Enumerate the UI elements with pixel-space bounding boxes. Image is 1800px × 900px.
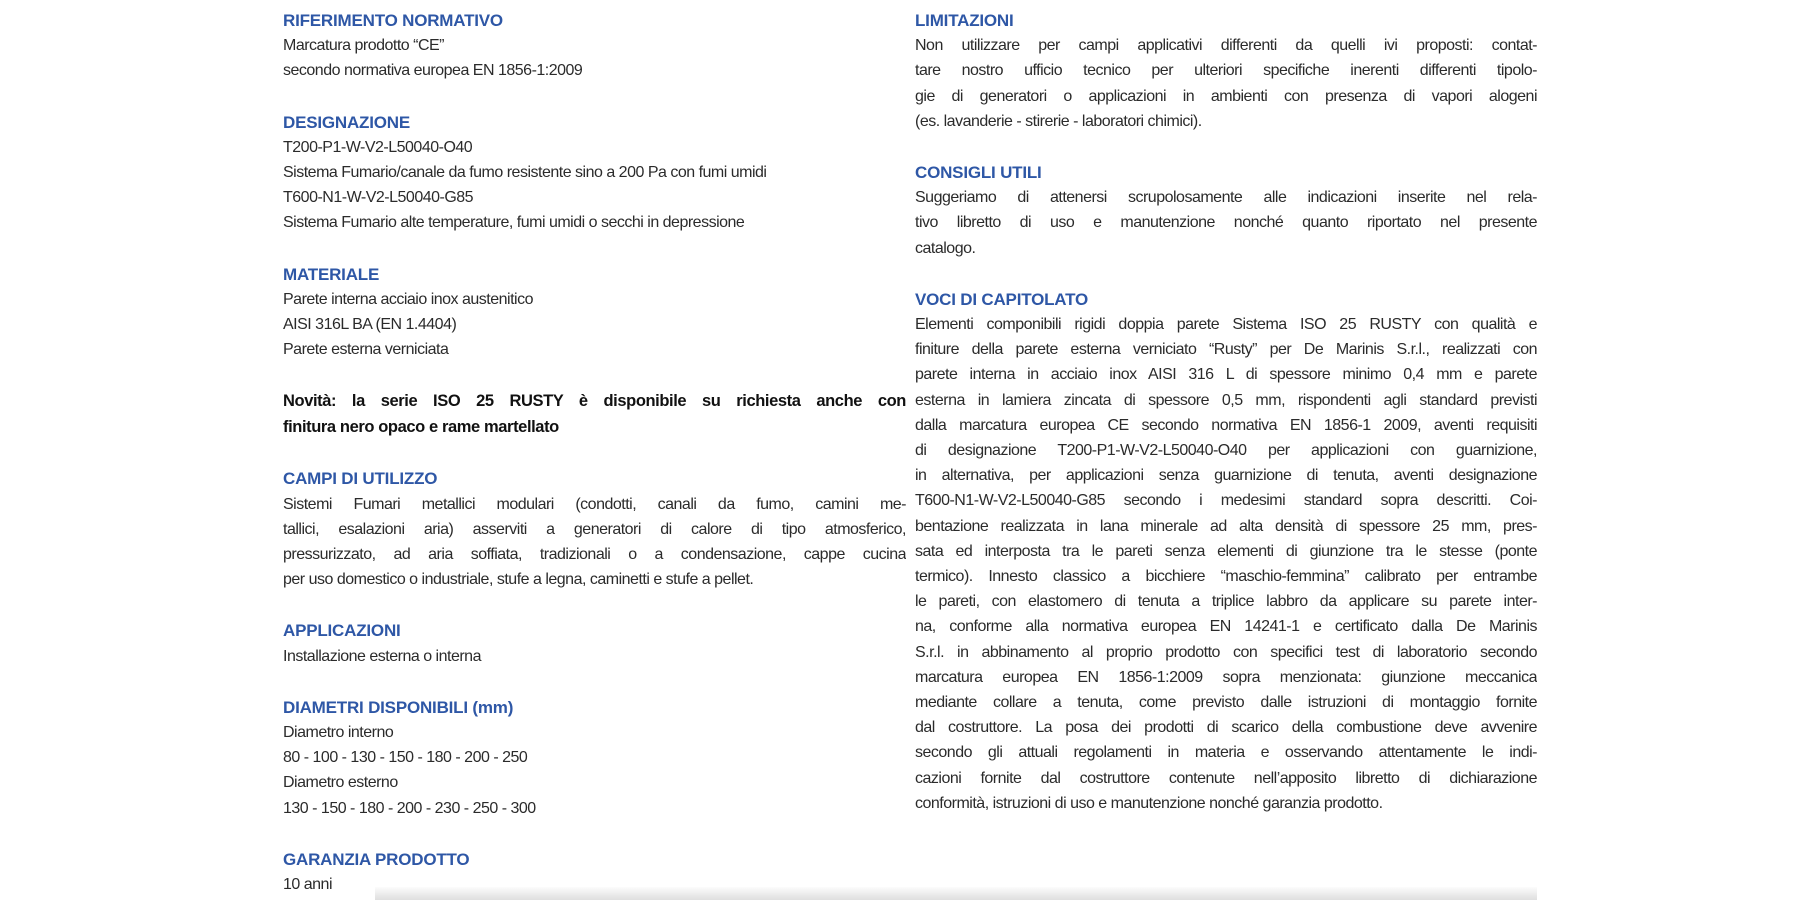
- text-line: na, conforme alla normativa europea EN 14241-1 e certificato dalla De Marinis: [915, 618, 1537, 636]
- text-line: dalla marcatura europea CE secondo normativa EN 1856-1 2009, aventi requisiti: [915, 416, 1537, 434]
- section-gap: [915, 134, 1537, 160]
- section-gap: [283, 84, 906, 110]
- highlight-note-line: finitura nero opaco e rame martellato: [283, 418, 559, 437]
- text-line: bentazione realizzata in lana minerale ad alta densità di spessore 25 mm, pres-: [915, 517, 1537, 535]
- text-line: parete interna in acciaio inox AISI 316 L di spessore minimo 0,4 mm e parete: [915, 366, 1537, 384]
- text-line: Non utilizzare per campi applicativi differenti da quelli ivi proposti: contat-: [915, 37, 1537, 55]
- text-line: Sistemi Fumari metallici modulari (condotti, canali da fumo, camini me-: [283, 495, 906, 513]
- section-gap: [283, 821, 906, 847]
- text-line: per uso domestico o industriale, stufe a legna, caminetti e stufe a pellet.: [283, 571, 754, 589]
- text-line: di designazione T200-P1-W-V2-L50040-O40 per applicazioni con guarnizione,: [915, 442, 1537, 460]
- text-line: Diametro esterno: [283, 774, 398, 792]
- right-column: [915, 8, 1537, 900]
- text-line: marcatura europea EN 1856-1:2009 sopra menzionata: giunzione meccanica: [915, 668, 1537, 686]
- left-column: [283, 8, 906, 900]
- text-line: cazioni fornite dal costruttore contenute nell’apposito libretto di dichiarazione: [915, 769, 1537, 787]
- text-line: Installazione esterna o interna: [283, 647, 481, 665]
- text-line: T600-N1-W-V2-L50040-G85: [283, 189, 474, 207]
- text-line: 80 - 100 - 130 - 150 - 180 - 200 - 250: [283, 749, 528, 767]
- text-line: Sistema Fumario/canale da fumo resistente sino a 200 Pa con fumi umidi: [283, 164, 767, 182]
- section-heading: LIMITAZIONI: [915, 11, 1014, 30]
- section-heading: DIAMETRI DISPONIBILI (mm): [283, 697, 514, 717]
- section-gap: [283, 440, 906, 466]
- section-gap: [283, 669, 906, 695]
- section-gap: [915, 261, 1537, 287]
- text-line: pressurizzato, ad aria soffiata, tradizionali o a condensazione, cappe cucina: [283, 546, 906, 564]
- section-heading: APPLICAZIONI: [283, 621, 401, 641]
- text-line: le pareti, con elastomero di tenuta a triplice labbro da applicare su parete inter-: [915, 593, 1537, 611]
- text-line: catalogo.: [915, 239, 976, 257]
- section-heading: CONSIGLI UTILI: [915, 163, 1042, 183]
- text-line: Diametro interno: [283, 724, 394, 742]
- page-edge-strip: [375, 887, 1537, 900]
- text-line: secondo normativa europea EN 1856-1:2009: [283, 62, 583, 80]
- text-line: Elementi componibili rigidi doppia parete Sistema ISO 25 RUSTY con qualità e: [915, 316, 1537, 334]
- text-line: dal costruttore. La posa dei prodotti di scarico della combustione deve avvenire: [915, 719, 1537, 737]
- text-line: Parete esterna verniciata: [283, 341, 449, 359]
- section-gap: [283, 362, 906, 388]
- text-line: gie di generatori o applicazioni in ambienti con presenza di vapori alogeni: [915, 87, 1537, 105]
- section-gap: [283, 592, 906, 618]
- text-line: Marcatura prodotto “CE”: [283, 37, 445, 55]
- text-line: finiture della parete esterna verniciato “Rusty” per De Marinis S.r.l., realizzati con: [915, 341, 1537, 359]
- text-line: mediante collare a tenuta, come previsto dalle istruzioni di montaggio fornite: [915, 694, 1537, 712]
- highlight-note-line: Novità: la serie ISO 25 RUSTY è disponibile su richiesta anche con: [283, 392, 906, 411]
- text-line: 10 anni: [283, 876, 332, 894]
- text-line: 130 - 150 - 180 - 200 - 230 - 250 - 300: [283, 799, 536, 817]
- section-heading: VOCI DI CAPITOLATO: [915, 289, 1089, 309]
- text-line: termico). Innesto classico a bicchiere “maschio-femmina” calibrato per entrambe: [915, 568, 1537, 586]
- text-line: tare nostro ufficio tecnico per ulteriori specifiche inerenti differenti tipolo-: [915, 62, 1537, 80]
- text-line: S.r.l. in abbinamento al proprio prodotto con specifici test di laboratorio secondo: [915, 643, 1537, 661]
- section-heading: CAMPI DI UTILIZZO: [283, 469, 438, 489]
- text-line: conformità, istruzioni di uso e manutenzione nonché garanzia prodotto.: [915, 794, 1383, 812]
- text-line: tivo libretto di uso e manutenzione nonché quanto riportato nel presente: [915, 214, 1537, 232]
- text-line: sata ed interposta tra le pareti senza elementi di giunzione tra le stesse (ponte: [915, 542, 1537, 560]
- section-heading: DESIGNAZIONE: [283, 112, 411, 132]
- text-line: T600-N1-W-V2-L50040-G85 secondo i medesimi standard sopra descritti. Coi-: [915, 492, 1537, 510]
- section-heading: MATERIALE: [283, 264, 380, 284]
- text-line: AISI 316L BA (EN 1.4404): [283, 316, 457, 334]
- section-gap: [283, 236, 906, 262]
- text-line: Suggeriamo di attenersi scrupolosamente alle indicazioni inserite nel rela-: [915, 189, 1537, 207]
- text-line: tallici, esalazioni aria) asserviti a generatori di calore di tipo atmosferico,: [283, 520, 906, 538]
- section-heading: RIFERIMENTO NORMATIVO: [283, 11, 503, 30]
- text-line: esterna in lamiera zincata di spessore 0,5 mm, rispondenti agli standard previsti: [915, 391, 1537, 409]
- text-line: T200-P1-W-V2-L50040-O40: [283, 138, 473, 156]
- text-line: (es. lavanderie - stirerie - laboratori chimici).: [915, 112, 1202, 130]
- text-line: Parete interna acciaio inox austenitico: [283, 290, 533, 308]
- text-line: Sistema Fumario alte temperature, fumi umidi o secchi in depressione: [283, 214, 745, 232]
- text-line: secondo gli attuali regolamenti in materia e osservando attentamente le indi-: [915, 744, 1537, 762]
- section-heading: GARANZIA PRODOTTO: [283, 849, 470, 869]
- text-line: in alternativa, per applicazioni senza guarnizione di tenuta, aventi designazione: [915, 467, 1537, 485]
